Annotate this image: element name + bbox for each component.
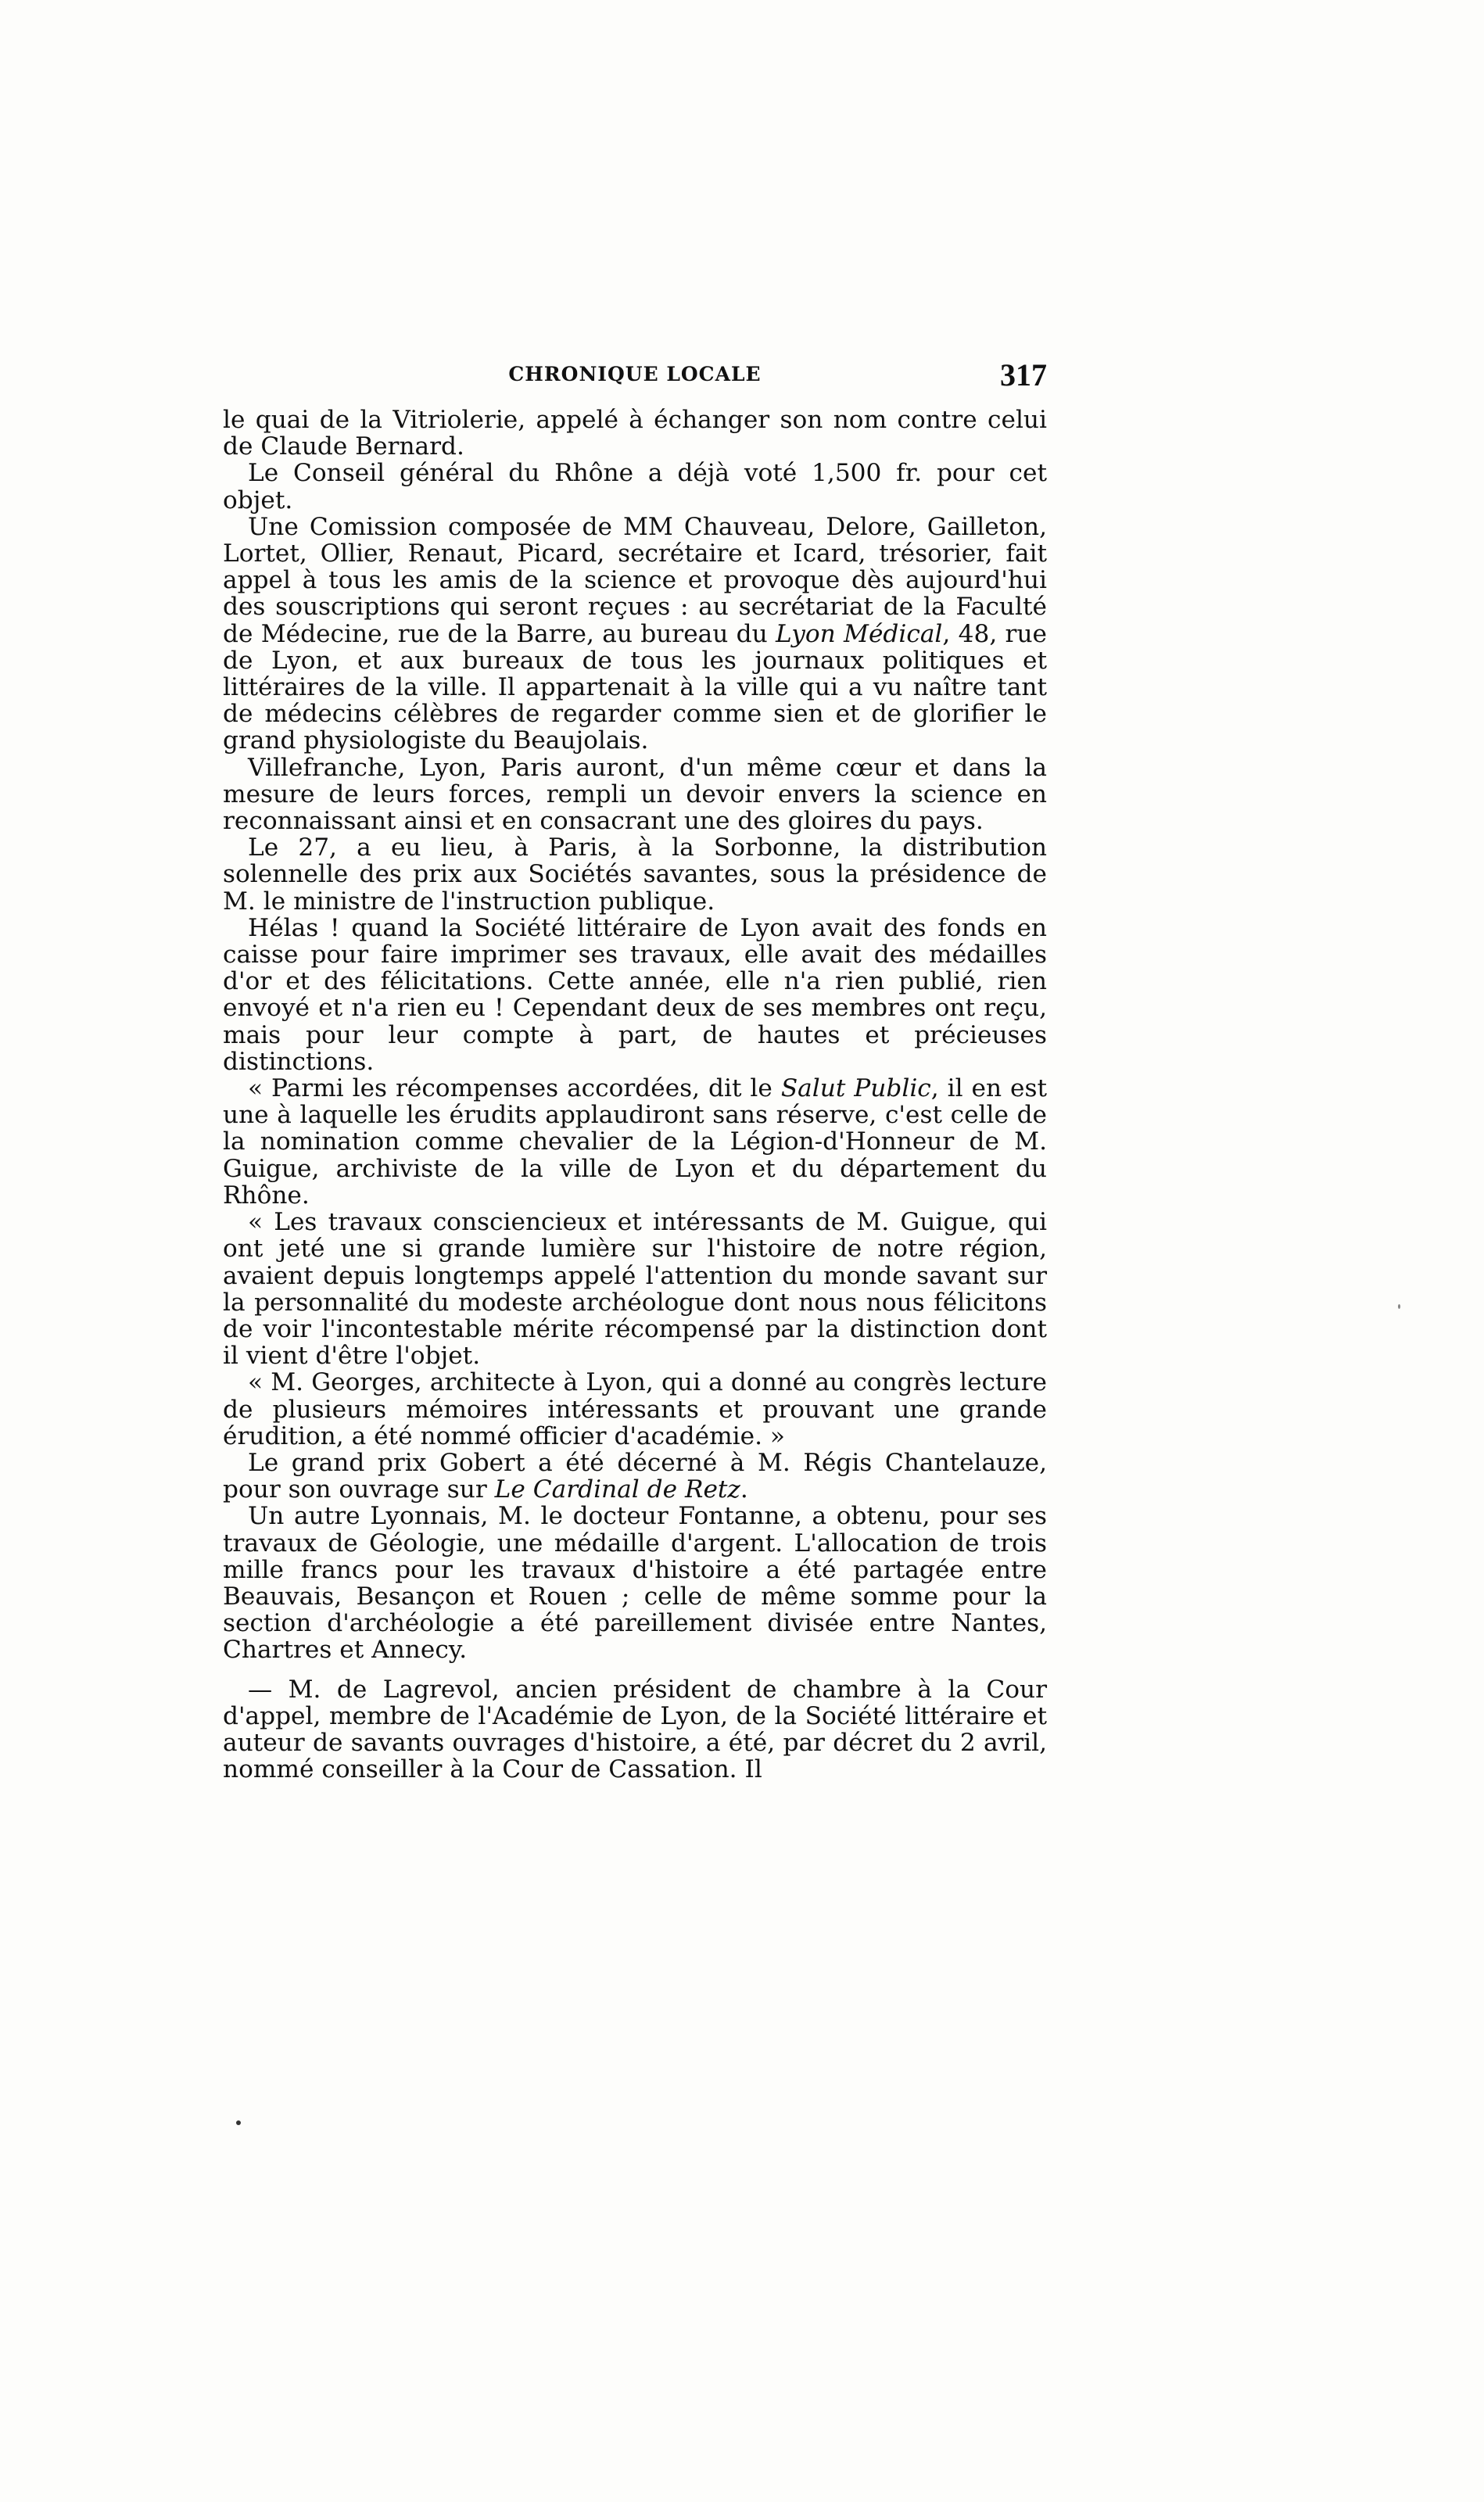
paragraph: [223, 1503, 1047, 1663]
page-header: [223, 357, 1047, 396]
text-run: Villefranche, Lyon, Paris auront, d'un même cœur et dans la mesure de leurs forces, rempli un devoir envers la science en reconnaissant ainsi et en consacrant une des gloires du pays.: [223, 753, 1047, 836]
paragraph: [223, 1450, 1047, 1503]
text-run: Une Comission composée de MM Chauveau, Delore, Gailleton, Lortet, Ollier, Renaut, Picard, secrétaire et Icard, trésorier, fait appel à tous les amis de la science et provoque dès aujourd'hui des souscriptions qui seront reçues : au secrétariat de la Faculté de Médecine, rue de la Barre, au bureau du: [223, 512, 1047, 648]
section-paragraph: [223, 1676, 1047, 1783]
paragraph: [223, 460, 1047, 513]
text-run: — M. de Lagrevol, ancien président de chambre à la Cour d'appel, membre de l'Académie de Lyon, de la Société littéraire et auteur de savants ouvrages d'histoire, a été, par décret du 2 avril, nommé conseiller à la Cour de Cassation. Il: [223, 1675, 1047, 1784]
running-title: CHRONIQUE LOCALE: [508, 363, 762, 385]
page-number: 317: [1000, 357, 1047, 393]
italic-text: Lyon Médical: [776, 619, 943, 648]
paragraph: [223, 1209, 1047, 1369]
text-run: Un autre Lyonnais, M. le docteur Fontanne, a obtenu, pour ses travaux de Géologie, une médaille d'argent. L'allocation de trois mille francs pour les travaux d'histoire a été partagée entre Beauvais, Besançon et Rouen ; celle de même somme pour la section d'archéologie a été pareillement divisée entre Nantes, Chartres et Annecy.: [223, 1502, 1047, 1665]
text-run: « Parmi les récompenses accordées, dit le: [248, 1074, 781, 1103]
scan-speck: [236, 2120, 241, 2125]
text-run: Le grand prix Gobert a été décerné à M. Régis Chantelauze, pour son ouvrage sur: [223, 1448, 1047, 1504]
paragraph: [223, 1075, 1047, 1209]
text-run: « Les travaux consciencieux et intéressants de M. Guigue, qui ont jeté une si grande lumière sur l'histoire de notre région, avaient depuis longtemps appelé l'attention du monde savant sur la personnalité du modeste archéologue dont nous nous félicitons de voir l'incontestable mérite récompensé par la distinction dont il vient d'être l'objet.: [223, 1208, 1047, 1371]
text-run: .: [740, 1475, 748, 1504]
italic-text: Le Cardinal de Retz: [494, 1475, 740, 1504]
paragraph: [223, 407, 1047, 460]
text-run: , 48, rue de Lyon, et aux bureaux de tous les journaux politiques et littéraires de la ville. Il appartenait à la ville qui a vu naître tant de médecins célèbres de regarder comme sien et de glorifier le grand physiologiste du Beaujolais.: [223, 619, 1048, 755]
text-run: Le Conseil général du Rhône a déjà voté 1,500 fr. pour cet objet.: [223, 459, 1047, 514]
paragraph: [223, 915, 1047, 1075]
paragraph: [223, 755, 1047, 835]
scan-speck: [1398, 1304, 1400, 1309]
text-run: le quai de la Vitriolerie, appelé à échanger son nom contre celui de Claude Bernard.: [223, 406, 1047, 461]
italic-text: Salut Public: [780, 1074, 931, 1103]
text-run: « M. Georges, architecte à Lyon, qui a donné au congrès lecture de plusieurs mémoires intéressants et prouvant une grande érudition, a été nommé officier d'académie. »: [223, 1368, 1047, 1450]
paragraph: [223, 1369, 1047, 1450]
text-run: , il en est une à laquelle les érudits applaudiront sans réserve, c'est celle de la nomination comme chevalier de la Légion-d'Honneur de M. Guigue, archiviste de la ville de Lyon et du département du Rhône.: [223, 1074, 1047, 1210]
paragraph: [223, 834, 1047, 915]
paragraph: [223, 514, 1047, 755]
body-text: [223, 407, 1047, 1783]
text-run: Hélas ! quand la Société littéraire de Lyon avait des fonds en caisse pour faire imprimer ses travaux, elle avait des médailles d'or et des félicitations. Cette année, elle n'a rien publié, rien envoyé et n'a rien eu ! Cependant deux de ses membres ont reçu, mais pour leur compte à part, de hautes et précieuses distinctions.: [223, 913, 1047, 1076]
text-run: Le 27, a eu lieu, à Paris, à la Sorbonne, la distribution solennelle des prix aux Sociétés savantes, sous la présidence de M. le ministre de l'instruction publique.: [223, 833, 1047, 916]
